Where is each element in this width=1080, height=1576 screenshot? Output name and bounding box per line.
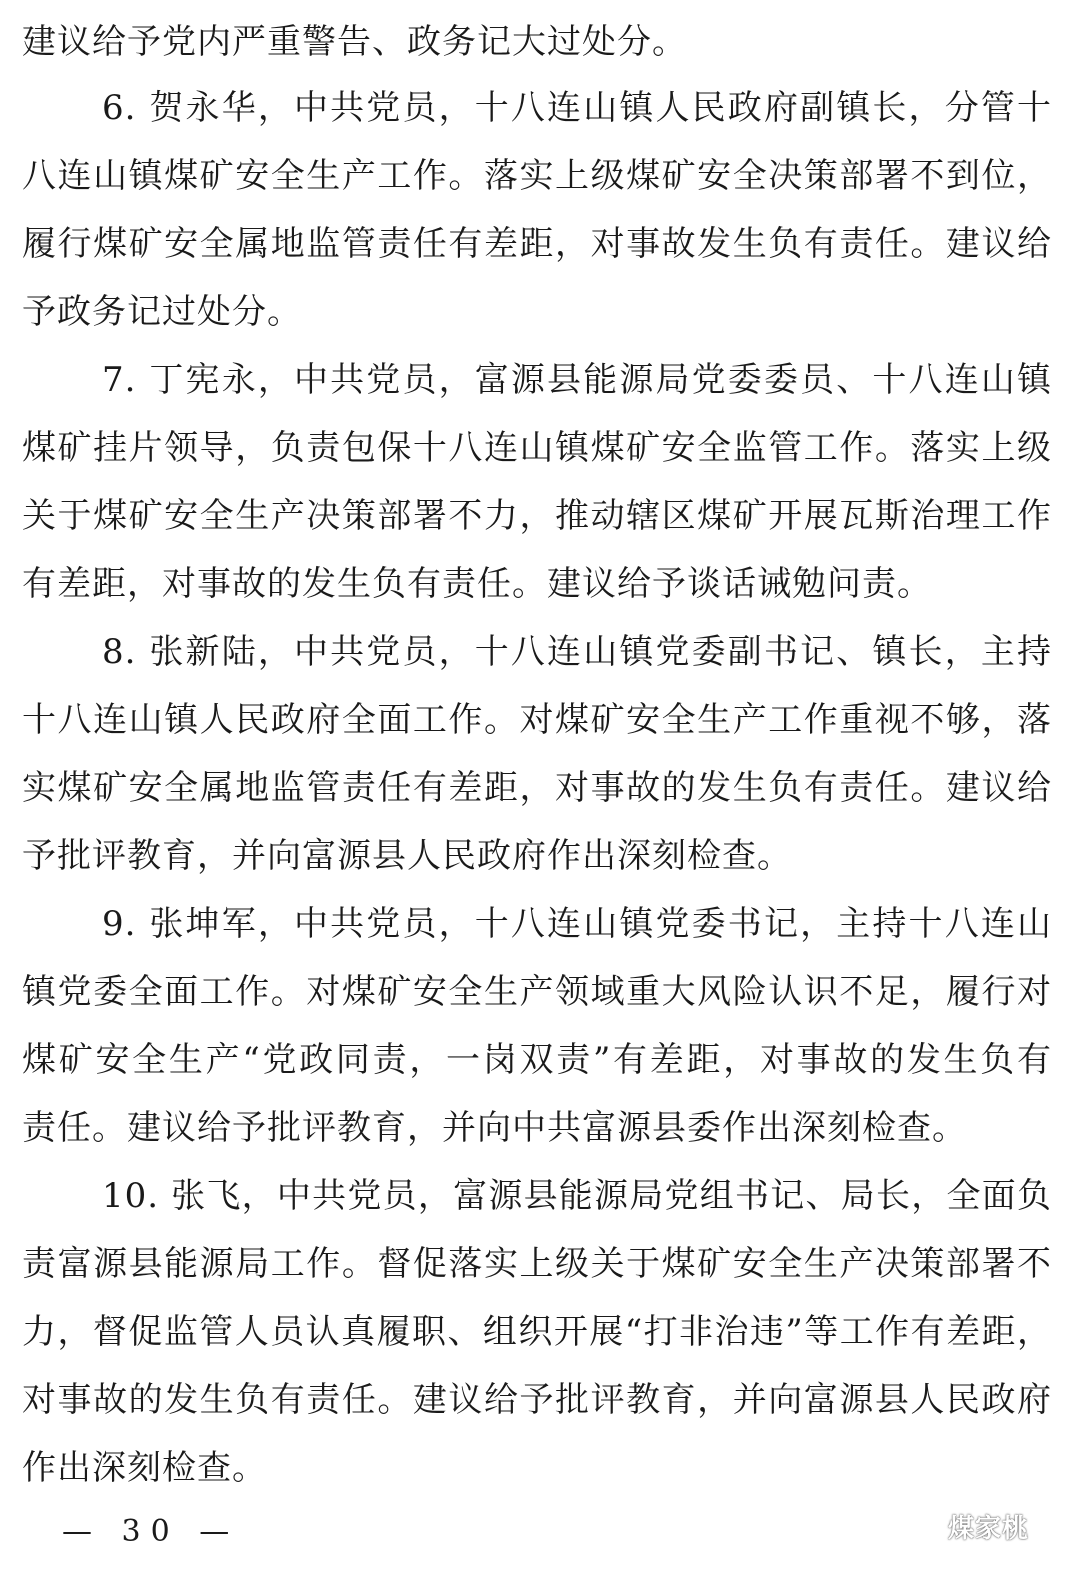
text-line: 7. 丁宪永，中共党员，富源县能源局党委委员、十八连山镇 <box>102 360 1052 400</box>
text-line: 予批评教育，并向富源县人民政府作出深刻检查。 <box>22 836 792 876</box>
wechat-icon <box>898 1508 942 1544</box>
text-line: 八连山镇煤矿安全生产工作。落实上级煤矿安全决策部署不到位， <box>22 156 1052 196</box>
text-line: 10. 张飞，中共党员，富源县能源局党组书记、局长，全面负 <box>102 1176 1052 1216</box>
text-line: 8. 张新陆，中共党员，十八连山镇党委副书记、镇长，主持 <box>102 632 1052 672</box>
text-line: 履行煤矿安全属地监管责任有差距，对事故发生负有责任。建议给 <box>22 224 1052 264</box>
text-line: 予政务记过处分。 <box>22 292 302 332</box>
watermark-text: 煤家桃 <box>948 1513 1030 1544</box>
text-line: 责富源县能源局工作。督促落实上级关于煤矿安全生产决策部署不 <box>22 1244 1052 1284</box>
text-line: 有差距，对事故的发生负有责任。建议给予谈话诫勉问责。 <box>22 564 932 604</box>
text-line: 责任。建议给予批评教育，并向中共富源县委作出深刻检查。 <box>22 1108 967 1148</box>
text-line: 关于煤矿安全生产决策部署不力，推动辖区煤矿开展瓦斯治理工作 <box>22 496 1052 536</box>
page-number: — 30 — <box>62 1514 240 1549</box>
text-line: 对事故的发生负有责任。建议给予批评教育，并向富源县人民政府 <box>22 1380 1052 1420</box>
text-line: 十八连山镇人民政府全面工作。对煤矿安全生产工作重视不够，落 <box>22 700 1052 740</box>
document-page <box>22 0 1052 1576</box>
text-line: 建议给予党内严重警告、政务记大过处分。 <box>22 22 687 62</box>
text-line: 煤矿挂片领导，负责包保十八连山镇煤矿安全监管工作。落实上级 <box>22 428 1052 468</box>
text-line: 镇党委全面工作。对煤矿安全生产领域重大风险认识不足，履行对 <box>22 972 1052 1012</box>
text-line: 9. 张坤军，中共党员，十八连山镇党委书记，主持十八连山 <box>102 904 1052 944</box>
text-line: 力，督促监管人员认真履职、组织开展“打非治违”等工作有差距， <box>22 1312 1052 1352</box>
text-line: 6. 贺永华，中共党员，十八连山镇人民政府副镇长，分管十 <box>102 88 1052 128</box>
text-line: 作出深刻检查。 <box>22 1448 267 1488</box>
watermark <box>898 1504 1029 1548</box>
text-line: 煤矿安全生产“党政同责，一岗双责”有差距，对事故的发生负有 <box>22 1040 1052 1080</box>
text-line: 实煤矿安全属地监管责任有差距，对事故的发生负有责任。建议给 <box>22 768 1052 808</box>
